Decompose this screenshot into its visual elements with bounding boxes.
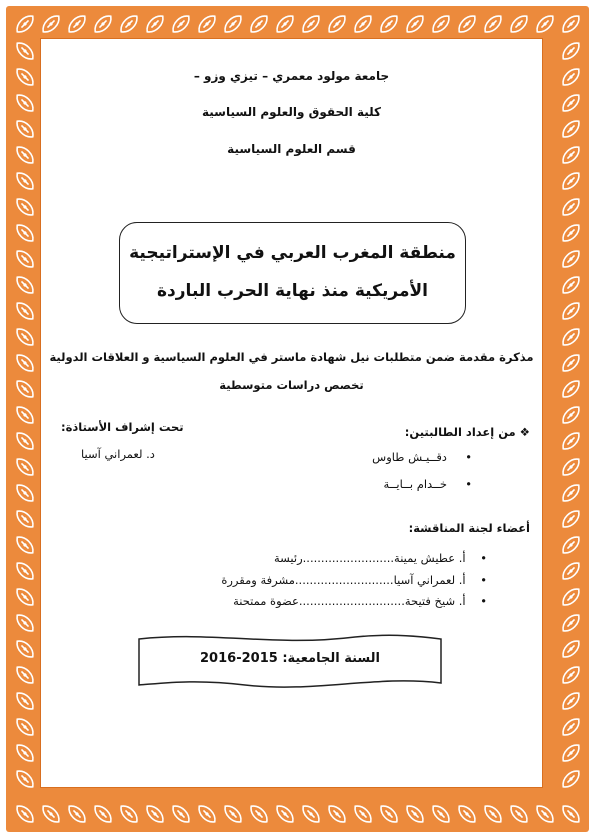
border-motif bbox=[274, 13, 297, 36]
border-motif bbox=[14, 456, 37, 479]
member-name: أ. عطيش يمينة bbox=[394, 551, 466, 565]
bullet-icon: • bbox=[465, 551, 487, 565]
border-motif bbox=[326, 803, 349, 826]
border-motif bbox=[560, 508, 583, 531]
student-name-text: دقــيـش طاوس bbox=[372, 450, 447, 464]
border-motif bbox=[560, 742, 583, 765]
academic-year: السنة الجامعية: 2015-2016 bbox=[200, 651, 380, 666]
title-box bbox=[119, 222, 466, 324]
border-motif bbox=[378, 803, 401, 826]
students-heading-text: من إعداد الطالبتين: bbox=[404, 425, 516, 439]
border-motif bbox=[14, 482, 37, 505]
border-motif bbox=[14, 40, 37, 63]
border-motif bbox=[560, 66, 583, 89]
border-motif bbox=[14, 92, 37, 115]
border-motif bbox=[508, 803, 531, 826]
dot-leader: ............................. bbox=[298, 594, 405, 608]
student-name bbox=[384, 477, 472, 491]
border-motif bbox=[534, 13, 557, 36]
border-motif bbox=[274, 803, 297, 826]
border-motif bbox=[560, 170, 583, 193]
border-motif bbox=[430, 803, 453, 826]
border-motif bbox=[404, 13, 427, 36]
border-motif bbox=[560, 248, 583, 271]
border-motif bbox=[14, 66, 37, 89]
border-motif bbox=[560, 560, 583, 583]
border-motif bbox=[14, 326, 37, 349]
border-motif bbox=[118, 803, 141, 826]
border-motif bbox=[14, 560, 37, 583]
border-motif bbox=[404, 803, 427, 826]
border-motif bbox=[144, 13, 167, 36]
member-name: أ. لعمراني آسيا bbox=[393, 573, 466, 587]
memo-description: مذكرة مقدمة ضمن متطلبات نيل شهادة ماستر في العلوم السياسية و العلاقات الدولية bbox=[49, 350, 534, 364]
border-motif bbox=[560, 768, 583, 791]
border-motif bbox=[378, 13, 401, 36]
border-motif bbox=[144, 803, 167, 826]
border-motif bbox=[560, 326, 583, 349]
border-motif bbox=[248, 13, 271, 36]
border-motif bbox=[170, 803, 193, 826]
department-name: قسم العلوم السياسية bbox=[227, 142, 356, 156]
border-motif bbox=[170, 13, 193, 36]
faculty-name: كلية الحقوق والعلوم السياسية bbox=[201, 105, 382, 119]
border-motif bbox=[14, 612, 37, 635]
border-motif bbox=[196, 13, 219, 36]
border-motif bbox=[560, 690, 583, 713]
bullet-icon: • bbox=[465, 573, 487, 587]
thesis-title-line-2: الأمريكية منذ نهاية الحرب الباردة bbox=[157, 281, 428, 301]
committee-member bbox=[221, 573, 487, 587]
border-motif bbox=[196, 803, 219, 826]
supervisor-name: د. لعمراني آسيا bbox=[81, 447, 155, 461]
border-motif bbox=[352, 803, 375, 826]
border-motif bbox=[14, 274, 37, 297]
border-motif bbox=[456, 803, 479, 826]
border-motif bbox=[560, 222, 583, 245]
member-role: رئيسة bbox=[274, 551, 303, 565]
border-motif bbox=[560, 716, 583, 739]
border-motif bbox=[66, 13, 89, 36]
dot-leader: ........................... bbox=[294, 573, 394, 587]
border-motif bbox=[560, 456, 583, 479]
border-motif bbox=[14, 586, 37, 609]
border-motif bbox=[560, 352, 583, 375]
border-motif bbox=[14, 248, 37, 271]
member-name: أ. شيخ فتيحة bbox=[404, 594, 466, 608]
border-motif bbox=[560, 40, 583, 63]
supervisor-heading: تحت إشراف الأستاذة: bbox=[61, 420, 184, 434]
border-motif bbox=[14, 222, 37, 245]
thesis-title-line-1: منطقة المغرب العربي في الإستراتيجية bbox=[129, 243, 456, 263]
border-motif bbox=[248, 803, 271, 826]
student-name bbox=[372, 450, 472, 464]
border-motif bbox=[40, 803, 63, 826]
member-role: مشرفة ومقررة bbox=[221, 573, 295, 587]
member-role: عضوة ممتحنة bbox=[233, 594, 299, 608]
border-motif bbox=[560, 612, 583, 635]
border-motif bbox=[300, 803, 323, 826]
border-motif bbox=[118, 13, 141, 36]
border-motif bbox=[508, 13, 531, 36]
border-motif bbox=[482, 803, 505, 826]
border-motif bbox=[560, 118, 583, 141]
bullet-icon: • bbox=[446, 450, 472, 464]
border-motif bbox=[560, 300, 583, 323]
border-motif bbox=[560, 430, 583, 453]
border-motif bbox=[14, 196, 37, 219]
bullet-icon: • bbox=[465, 594, 487, 608]
page-content bbox=[40, 38, 543, 788]
border-motif bbox=[14, 803, 37, 826]
border-motif bbox=[456, 13, 479, 36]
border-motif bbox=[560, 144, 583, 167]
border-motif bbox=[560, 482, 583, 505]
border-motif bbox=[14, 508, 37, 531]
border-motif bbox=[222, 13, 245, 36]
bullet-icon: • bbox=[446, 477, 472, 491]
border-motif bbox=[14, 742, 37, 765]
border-motif bbox=[560, 378, 583, 401]
academic-year-box bbox=[135, 631, 445, 693]
border-motif bbox=[560, 534, 583, 557]
border-motif bbox=[560, 196, 583, 219]
border-motif bbox=[14, 716, 37, 739]
student-name-text: خــدام بــايــة bbox=[383, 477, 447, 491]
border-motif bbox=[560, 664, 583, 687]
border-motif bbox=[430, 13, 453, 36]
border-motif bbox=[560, 274, 583, 297]
border-motif bbox=[560, 404, 583, 427]
border-motif bbox=[92, 803, 115, 826]
border-motif bbox=[14, 144, 37, 167]
border-motif bbox=[534, 803, 557, 826]
border-motif bbox=[222, 803, 245, 826]
border-motif bbox=[300, 13, 323, 36]
committee-member bbox=[274, 551, 487, 565]
committee-heading: أعضاء لجنة المناقشة: bbox=[408, 521, 530, 535]
border-motif bbox=[560, 638, 583, 661]
specialization: تخصص دراسات متوسطية bbox=[219, 378, 364, 392]
border-motif bbox=[560, 92, 583, 115]
border-motif bbox=[14, 170, 37, 193]
border-motif bbox=[14, 13, 37, 36]
border-motif bbox=[14, 638, 37, 661]
border-motif bbox=[482, 13, 505, 36]
border-motif bbox=[14, 404, 37, 427]
border-motif bbox=[92, 13, 115, 36]
border-motif bbox=[14, 118, 37, 141]
border-motif bbox=[560, 586, 583, 609]
committee-member bbox=[233, 594, 487, 608]
border-motif bbox=[66, 803, 89, 826]
border-motif bbox=[14, 664, 37, 687]
border-motif bbox=[560, 13, 583, 36]
diamond-bullet-icon: ❖ bbox=[515, 425, 530, 439]
border-motif bbox=[560, 803, 583, 826]
university-name: جامعة مولود معمري – تيزي وزو – bbox=[193, 69, 390, 83]
border-motif bbox=[14, 378, 37, 401]
border-motif bbox=[14, 690, 37, 713]
border-motif bbox=[14, 768, 37, 791]
border-motif bbox=[14, 352, 37, 375]
border-motif bbox=[14, 430, 37, 453]
border-motif bbox=[14, 534, 37, 557]
border-motif bbox=[40, 13, 63, 36]
border-motif bbox=[326, 13, 349, 36]
students-heading bbox=[405, 425, 530, 439]
border-motif bbox=[352, 13, 375, 36]
dot-leader: ......................... bbox=[302, 551, 395, 565]
border-motif bbox=[14, 300, 37, 323]
